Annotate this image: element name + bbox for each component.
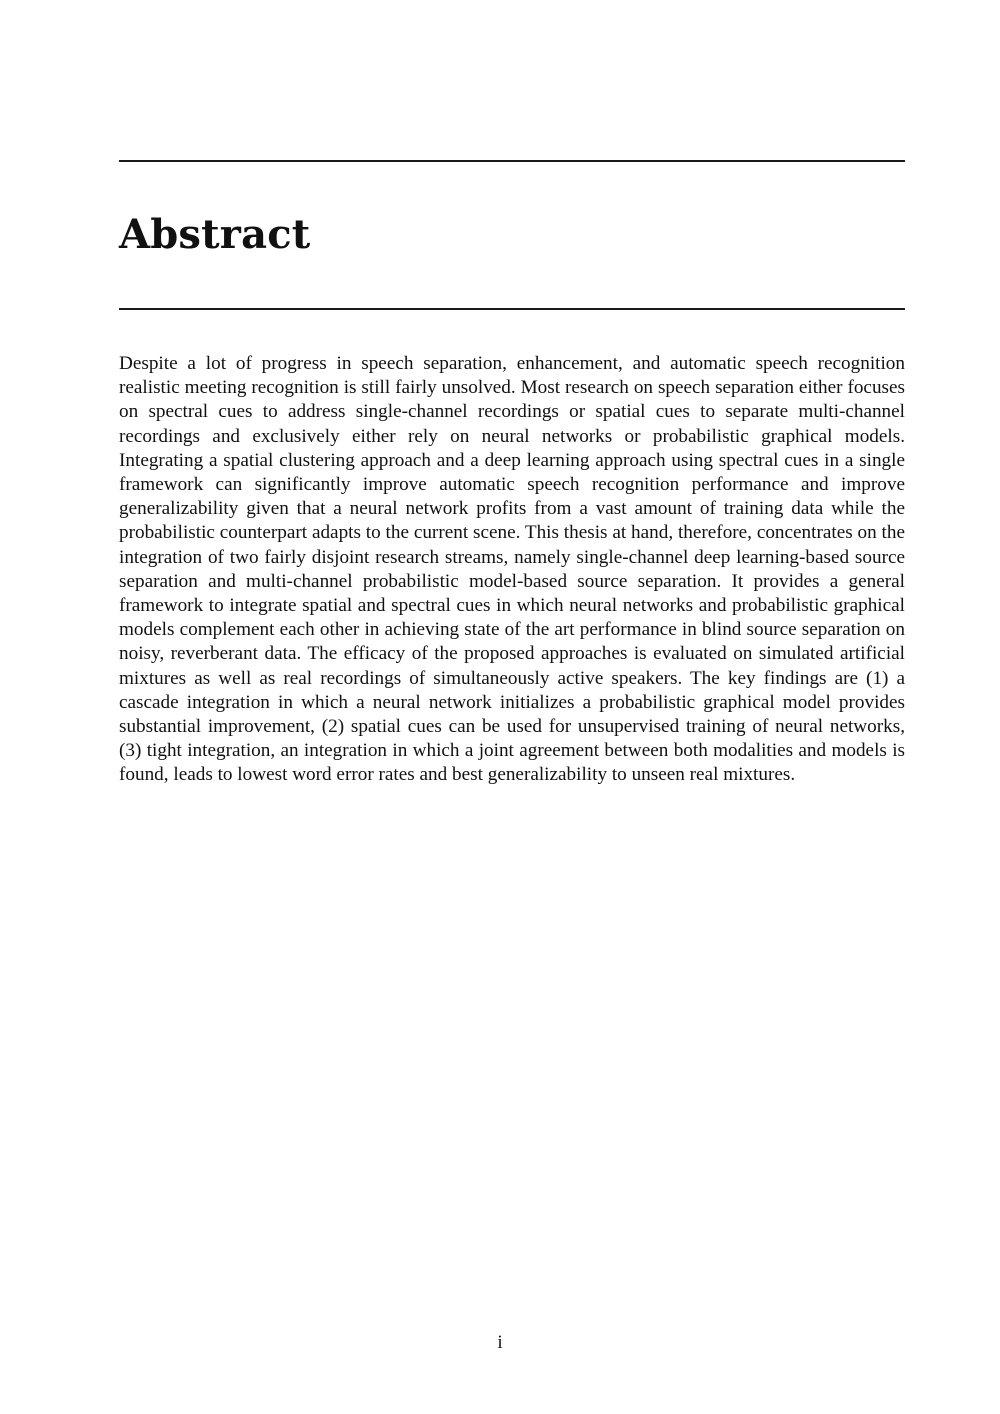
- page-number: i: [497, 1332, 503, 1353]
- chapter-title: Abstract: [119, 211, 311, 258]
- chapter-bottom-rule: [119, 308, 905, 310]
- abstract-paragraph: Despite a lot of progress in speech separation, enhancement, and automatic speech recognition realistic meeting recognition is still fairly unsolved. Most research on speech separation either focuses on spectral cues to address single-channel recordings or spatial cues to separate multi-channel recordings and exclusively either rely on neural networks or probabilistic graphical models. Integrating a spatial clustering approach and a deep learning approach using spectral cues in a single framework can significantly improve automatic speech recognition performance and improve generalizability given that a neural network profits from a vast amount of training data while the probabilistic counterpart adapts to the current scene. This thesis at hand, therefore, concentrates on the integration of two fairly disjoint research streams, namely single-channel deep learning-based source separation and multi-channel probabilistic model-based source separation. It provides a general framework to integrate spatial and spectral cues in which neural networks and probabilistic graphical models complement each other in achieving state of the art performance in blind source separation on noisy, reverberant data. The efficacy of the proposed approaches is evaluated on simulated artificial mixtures as well as real recordings of simultaneously active speakers. The key findings are (1) a cascade integration in which a neural network initializes a probabilistic graphical model provides substantial improvement, (2) spatial cues can be used for unsupervised training of neural networks, (3) tight integration, an integration in which a joint agreement between both modalities and models is found, leads to lowest word error rates and best generalizability to unseen real mixtures.: [119, 353, 905, 786]
- chapter-top-rule: [119, 160, 905, 162]
